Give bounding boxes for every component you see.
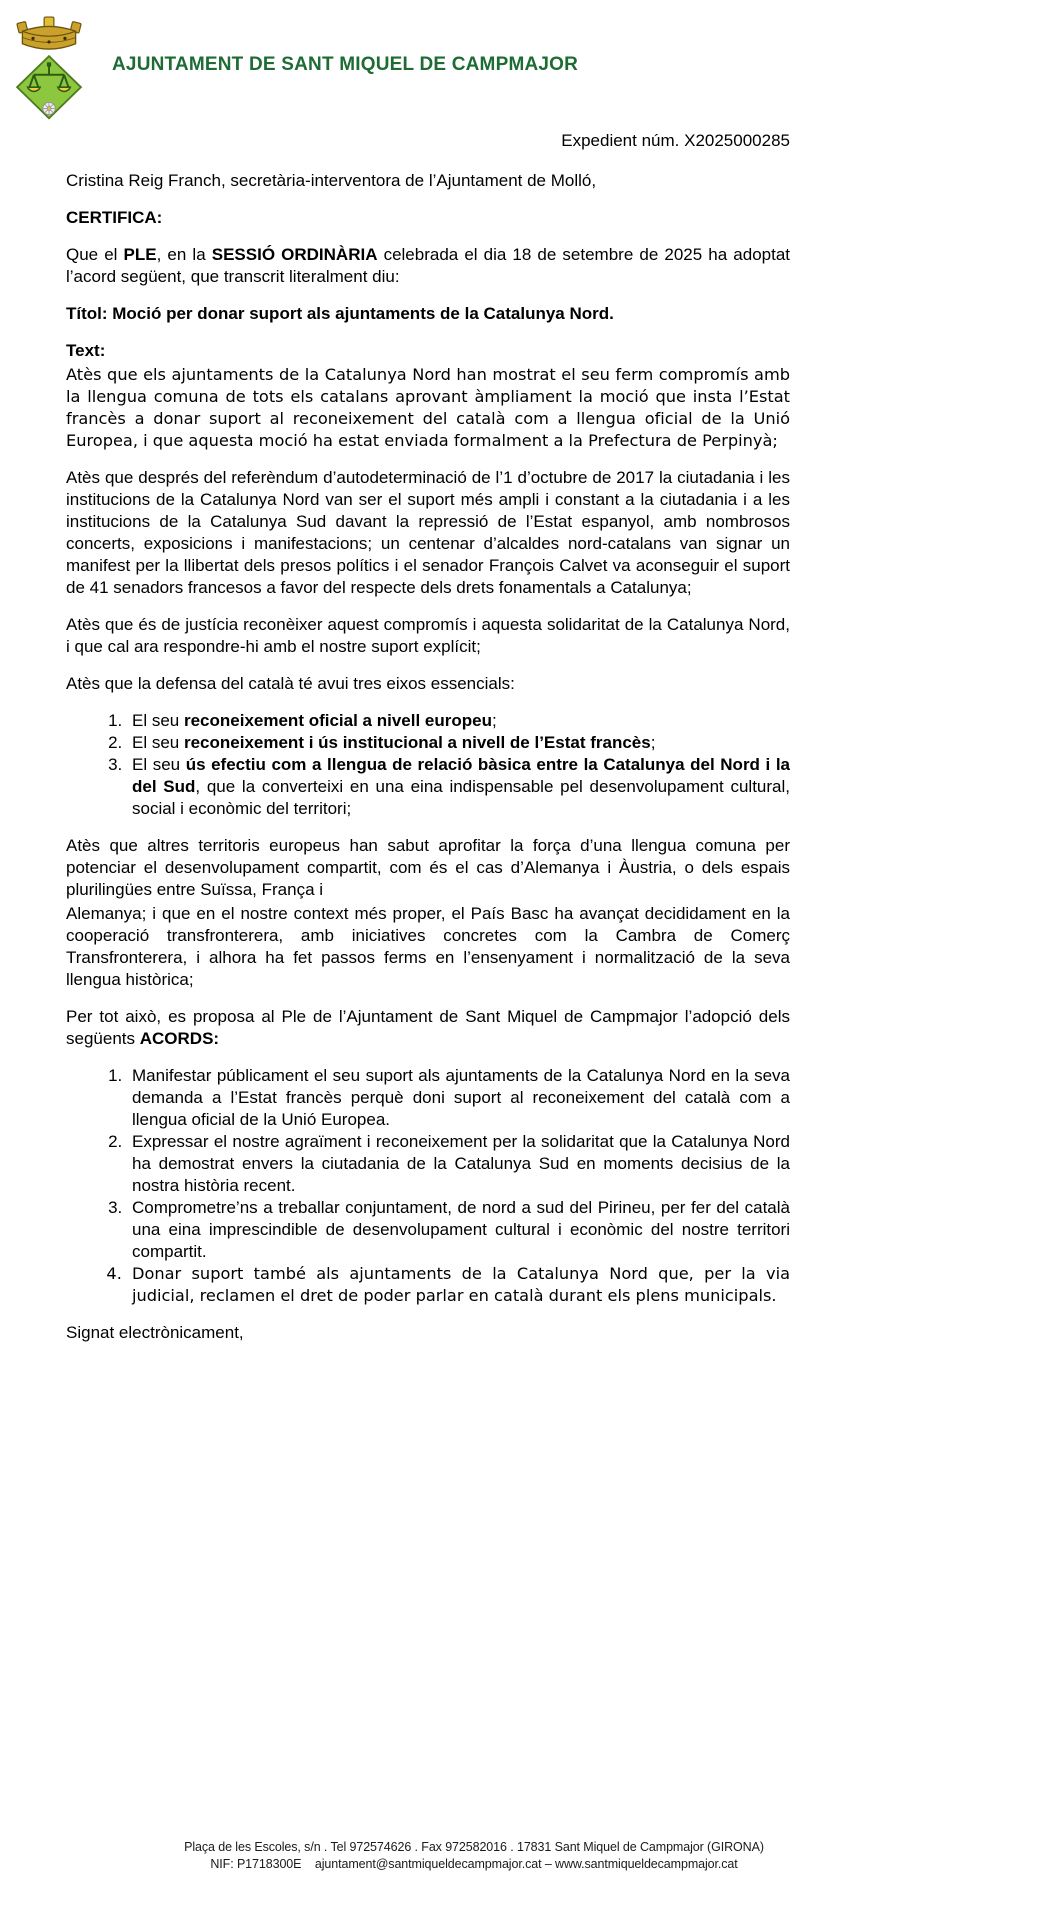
crown-icon [17, 17, 81, 49]
list-item [127, 710, 790, 732]
document-body [66, 170, 790, 1307]
bold-text-run: CERTIFICA: [66, 208, 163, 227]
text-run: Atès que els ajuntaments de la Catalunya Nord han mostrat el seu ferm compromís amb la llengua comuna de tots els catalans aprovant àmpliament la moció que insta l’Estat francès a donar suport al reconeixement del català com a llengua oficial de la Unió Europea, i que aquesta moció ha estat enviada formalment a la Prefectura de Perpinyà; [66, 365, 790, 450]
coat-of-arms-icon [4, 10, 94, 120]
paragraph [66, 303, 790, 325]
text-run: Atès que és de justícia reconèixer aquest compromís i aquesta solidaritat de la Catalunya Nord, i que cal ara respondre-hi amb el nostre suport explícit; [66, 615, 790, 656]
text-run: El seu [132, 733, 184, 752]
bold-text-run: Títol: Moció per donar suport als ajuntaments de la Catalunya Nord. [66, 304, 614, 323]
text-run: El seu [132, 755, 186, 774]
text-run: ; [491, 711, 497, 730]
paragraph [66, 1006, 790, 1050]
footer-contact-line: NIF: P1718300E ajuntament@santmiqueldecampmajor.cat – www.santmiqueldecampmajor.cat [210, 1857, 738, 1871]
shield-icon [17, 56, 81, 118]
text-run: , en la [156, 245, 212, 264]
bold-text-run: reconeixement i ús institucional a nivell de l’Estat francès [183, 733, 651, 752]
text-run: Alemanya; i que en el nostre context més proper, el País Basc ha avançat decididament en la cooperació transfronterera, amb iniciatives concretes com la Cambra de Comerç Transfronterera, i alhora ha fet passos ferms en l’ensenyament i normalització de la seva llengua històrica; [66, 904, 790, 989]
paragraph [66, 207, 790, 229]
page-footer [84, 1839, 864, 1913]
text-run: Que el [66, 245, 124, 264]
text-run: Manifestar públicament el seu suport als ajuntaments de la Catalunya Nord en la seva demanda a l’Estat francès perquè doni suport al reconeixement del català com a llengua oficial de la Unió Europea. [132, 1066, 790, 1129]
org-name: AJUNTAMENT DE SANT MIQUEL DE CAMPMAJOR [112, 53, 579, 76]
text-run: Cristina Reig Franch, secretària-interventora de l’Ajuntament de Molló, [66, 171, 597, 190]
text-run: Atès que altres territoris europeus han sabut aprofitar la força d’una llengua comuna per potenciar el desenvolupament compartit, com és el cas d’Alemanya i Àustria, o dels espais plurilingües entre Suïssa, França i [66, 836, 790, 899]
bold-text-run: reconeixement oficial a nivell europeu [183, 711, 492, 730]
paragraph [66, 673, 790, 695]
signature-line: Signat electrònicament, [66, 1323, 244, 1342]
paragraph [66, 835, 790, 901]
list-item [127, 1197, 790, 1263]
document-header [4, 10, 1043, 120]
paragraph [66, 364, 790, 452]
numbered-list [66, 1065, 790, 1307]
list-item [127, 1065, 790, 1131]
paragraph [66, 340, 790, 362]
bold-text-run: ús efectiu com a llengua de relació bàsica entre la Catalunya del Nord i la del Sud [132, 755, 790, 796]
list-item [127, 1131, 790, 1197]
list-item [127, 754, 790, 820]
paragraph [66, 903, 790, 991]
text-run: Per tot això, es proposa al Ple de l’Ajuntament de Sant Miquel de Campmajor l’adopció dels següents [66, 1007, 790, 1048]
paragraph [66, 244, 790, 288]
paragraph [66, 467, 790, 599]
bold-text-run: SESSIÓ ORDINÀRIA [211, 245, 378, 264]
text-run: celebrada el dia 18 de setembre de 2025 ha adoptat l’acord següent, que transcrit literalment diu: [66, 245, 790, 286]
flower-icon [43, 102, 55, 114]
document-content [66, 122, 790, 1359]
expedient-number: Expedient núm. X2025000285 [561, 131, 790, 150]
numbered-list [66, 710, 790, 820]
text-run: El seu [132, 711, 184, 730]
text-run: Expressar el nostre agraïment i reconeixement per la solidaritat que la Catalunya Nord ha demostrat envers la ciutadania de la Catalunya Sud en moments decisius de la nostra història recent. [132, 1132, 790, 1195]
bold-text-run: PLE [123, 245, 157, 264]
paragraph [66, 170, 790, 192]
bold-text-run: Text: [66, 341, 106, 360]
paragraph [66, 614, 790, 658]
text-run: ; [650, 733, 656, 752]
footer-address-line: Plaça de les Escoles, s/n . Tel 972574626 . Fax 972582016 . 17831 Sant Miquel de Campmajor (GIRONA) [184, 1840, 764, 1854]
text-run: Comprometre’ns a treballar conjuntament, de nord a sud del Pirineu, per fer del català una eina imprescindible de desenvolupament cultural i econòmic del nostre territori compartit. [132, 1198, 790, 1261]
text-run: , que la converteixi en una eina indispensable pel desenvolupament cultural, social i econòmic del territori; [132, 777, 790, 818]
text-run: Atès que després del referèndum d’autodeterminació de l’1 d’octubre de 2017 la ciutadania i les institucions de la Catalunya Nord van ser el suport més ampli i constant a la ciutadania i a les institucions de la Catalunya Sud davant la repressió de l’Estat espanyol, amb nombrosos concerts, exposicions i manifestacions; un centenar d’alcaldes nord-catalans van signar un manifest per la llibertat dels presos polítics i el senador François Calvet va aconseguir el suport de 41 senadors francesos a favor del respecte dels drets fonamentals a Catalunya; [66, 468, 790, 597]
list-item [127, 732, 790, 754]
text-run: Donar suport també als ajuntaments de la Catalunya Nord que, per la via judicial, reclamen el dret de poder parlar en català durant els plens municipals. [132, 1264, 790, 1305]
bold-text-run: ACORDS: [139, 1029, 220, 1048]
text-run: Atès que la defensa del català té avui tres eixos essencials: [66, 674, 515, 693]
list-item [127, 1263, 790, 1307]
